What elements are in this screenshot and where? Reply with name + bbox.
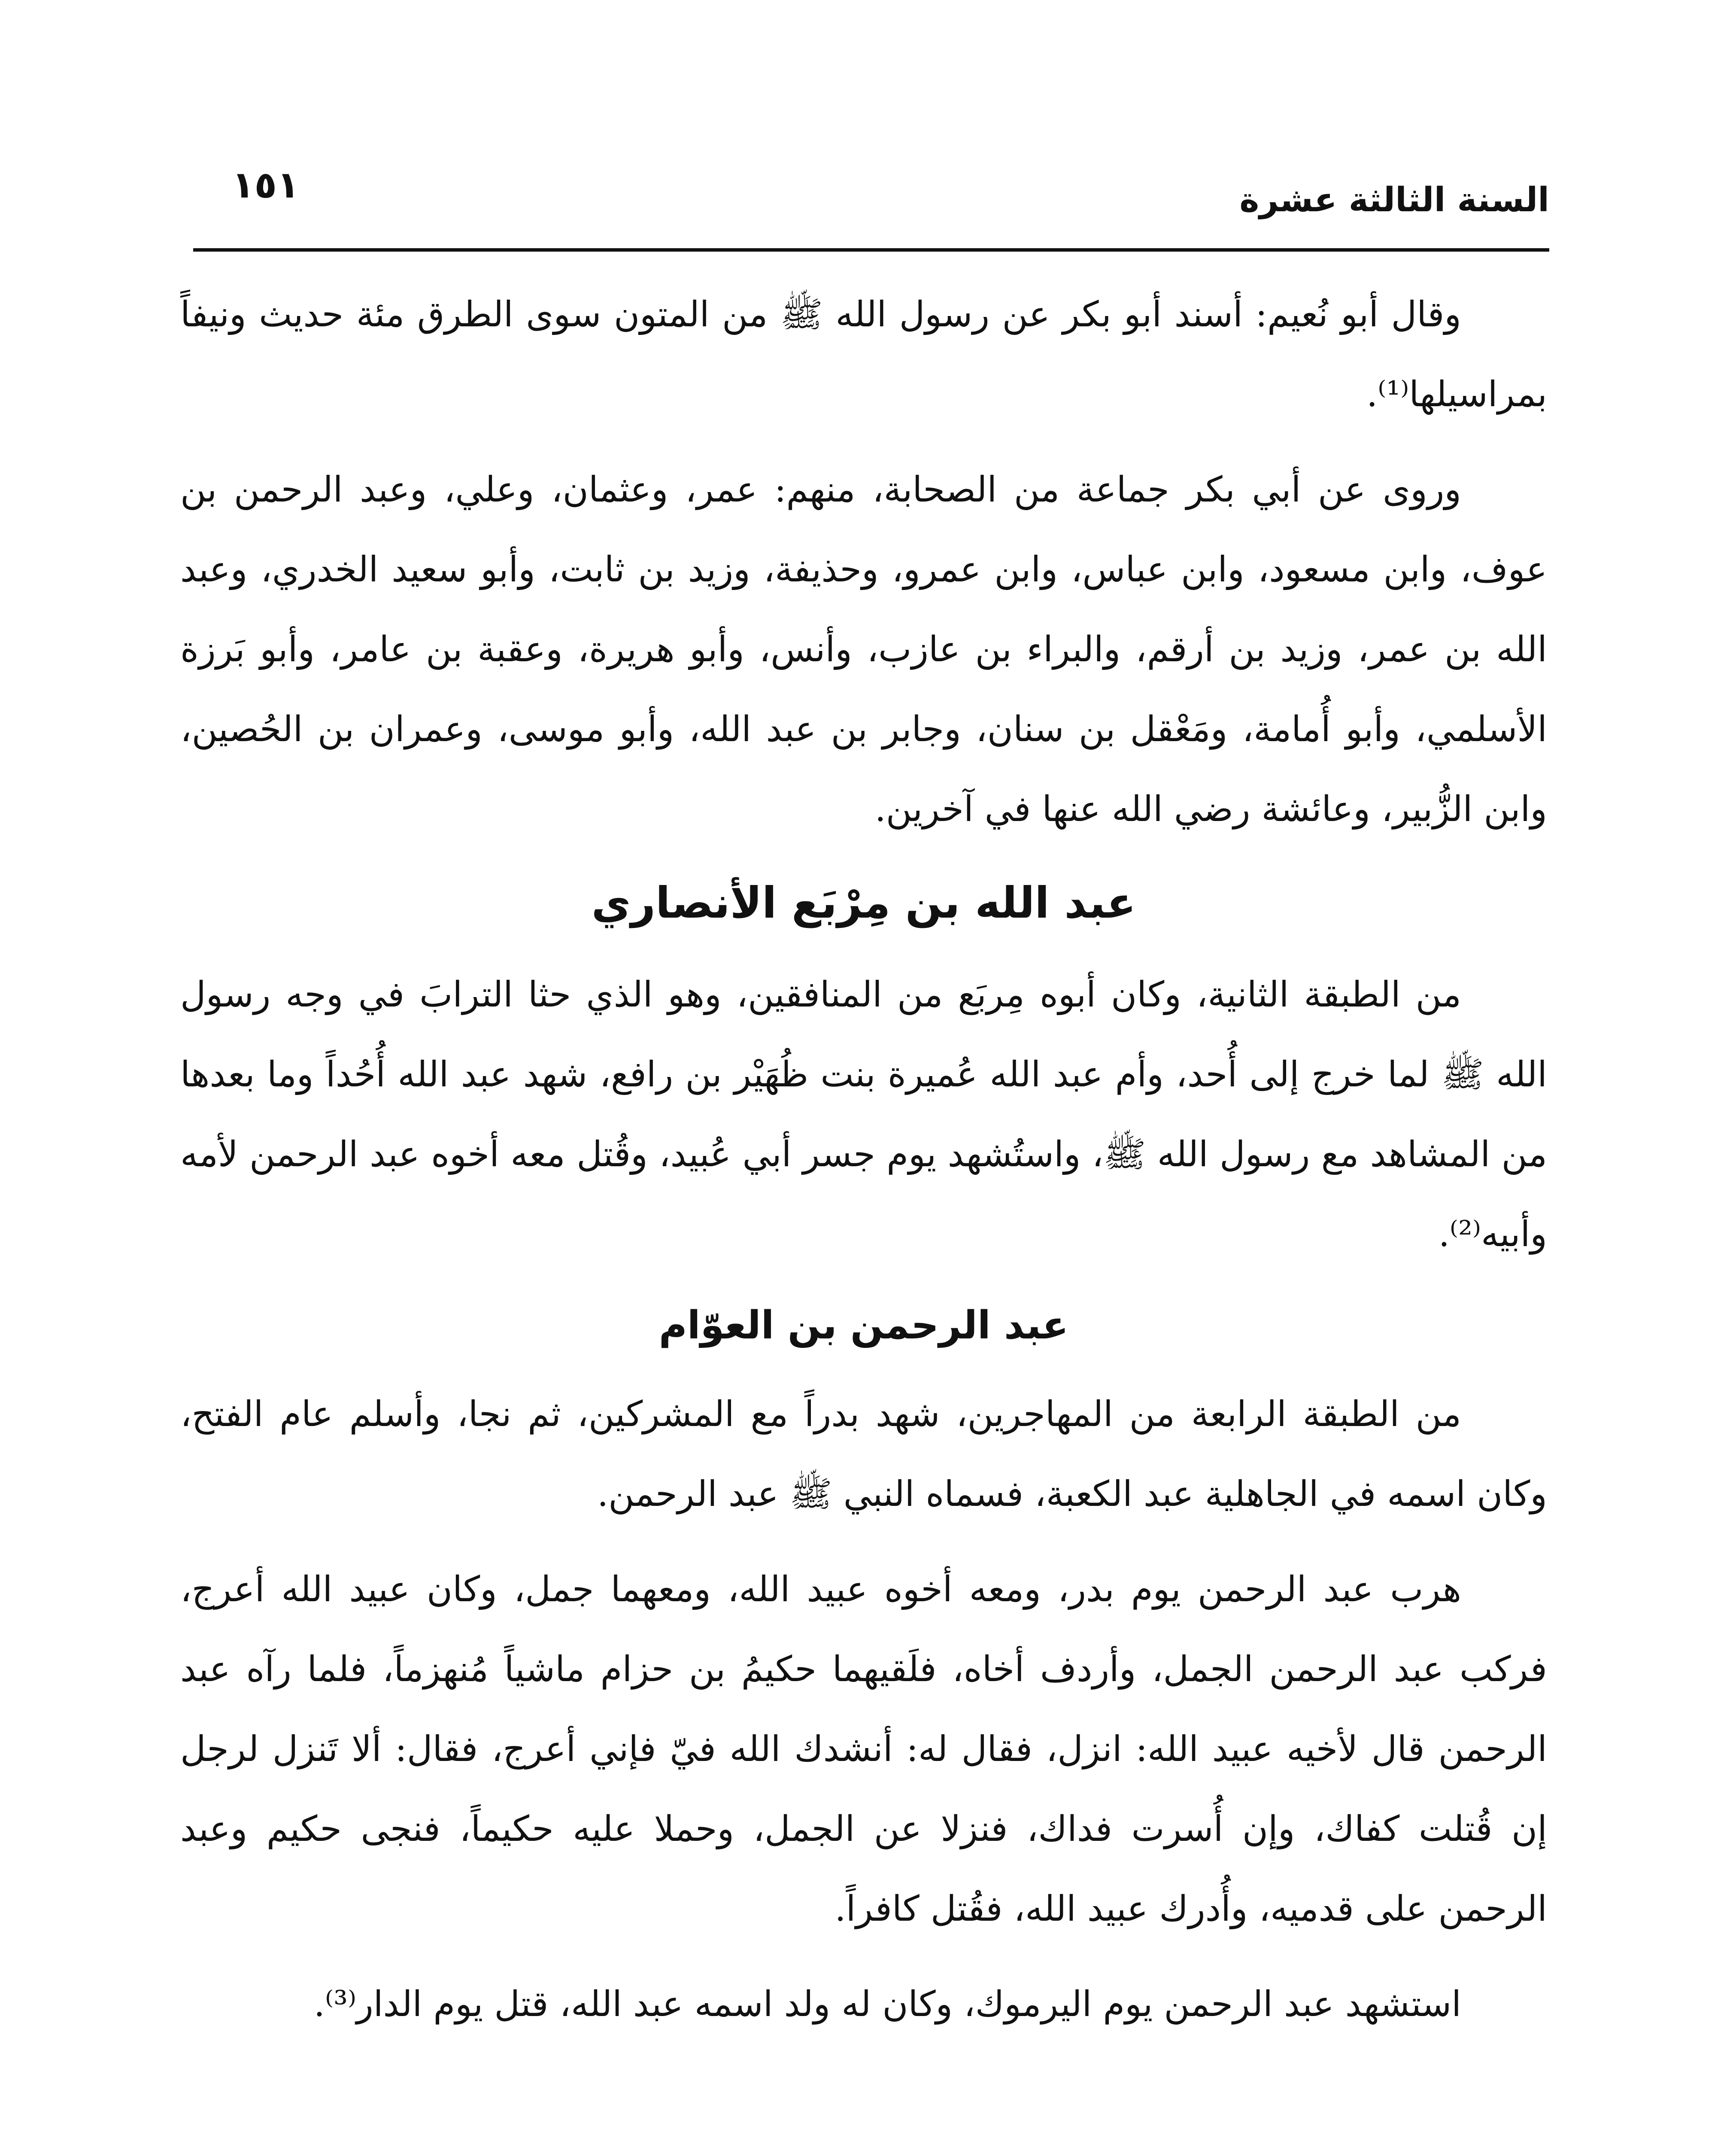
paragraph-abdullah-ibn-mirba: من الطبقة الثانية، وكان أبوه مِربَع من المنافقين، وهو الذي حثا الترابَ في وجه رسول الله ﷺ لما خرج إلى أُحد، وأم عبد الله عُميرة بنت ظُهَيْر بن رافع، شهد عبد الله أُحُداً وما بعدها من المشاهد مع رسول الله ﷺ، واستُشهد يوم جسر أبي عُبيد، وقُتل معه أخوه عبد الرحمن لأمه وأبيه⁽²⁾. — [180, 974, 1547, 1255]
running-head: السنة الثالثة عشرة — [1239, 181, 1549, 219]
page-number: ١٥١ — [232, 164, 300, 207]
page-header — [193, 146, 1549, 232]
paragraph-badr-story: هرب عبد الرحمن يوم بدر، ومعه أخوه عبيد الله، ومعهما جمل، وكان عبيد الله أعرج، فركب عبد الرحمن الجمل، وأردف أخاه، فلَقيهما حكيمُ بن حزام ماشياً مُنهزماً، فلما رآه عبد الرحمن قال لأخيه عبيد الله: انزل، فقال له: أنشدك الله فيّ فإني أعرج، فقال: ألا تَنزل لرجل إن قُتلت كفاك، وإن أُسرت فداك، فنزلا عن الجمل، وحملا عليه حكيماً، فنجى حكيم وعبد الرحمن على قدميه، وأُدرك عبيد الله، فقُتل كافراً. — [180, 1569, 1547, 1929]
paragraph-yarmouk: استشهد عبد الرحمن يوم اليرموك، وكان له ولد اسمه عبد الله، قتل يوم الدار⁽³⁾. — [313, 1984, 1461, 2025]
paragraph-abu-nuaym: وقال أبو نُعيم: أسند أبو بكر عن رسول الله ﷺ من المتون سوى الطرق مئة حديث ونيفاً بمراسيلها⁽¹⁾. — [180, 294, 1547, 415]
page-body — [180, 275, 1547, 2147]
paragraph-narrators: وروى عن أبي بكر جماعة من الصحابة، منهم: عمر، وعثمان، وعلي، وعبد الرحمن بن عوف، وابن مسعود، وابن عباس، وابن عمرو، وحذيفة، وزيد بن ثابت، وأبو سعيد الخدري، وعبد الله بن عمر، وزيد بن أرقم، والبراء بن عازب، وأنس، وأبو هريرة، وعقبة بن عامر، وأبو بَرزة الأسلمي، وأبو أُمامة، ومَعْقل بن سنان، وجابر بن عبد الله، وأبو موسى، وعمران بن الحُصين، وابن الزُّبير، وعائشة رضي الله عنها في آخرين. — [180, 469, 1547, 830]
paragraph-abdulrahman-origin: من الطبقة الرابعة من المهاجرين، شهد بدراً مع المشركين، ثم نجا، وأسلم عام الفتح، وكان اسمه في الجاهلية عبد الكعبة، فسماه النبي ﷺ عبد الرحمن. — [180, 1394, 1547, 1514]
section-heading-abdulrahman-ibn-alawwam: عبد الرحمن بن العوّام — [659, 1303, 1069, 1348]
header-rule — [193, 248, 1549, 252]
section-heading-abdullah-ibn-mirba: عبد الله بن مِرْبَع الأنصاري — [591, 878, 1136, 928]
